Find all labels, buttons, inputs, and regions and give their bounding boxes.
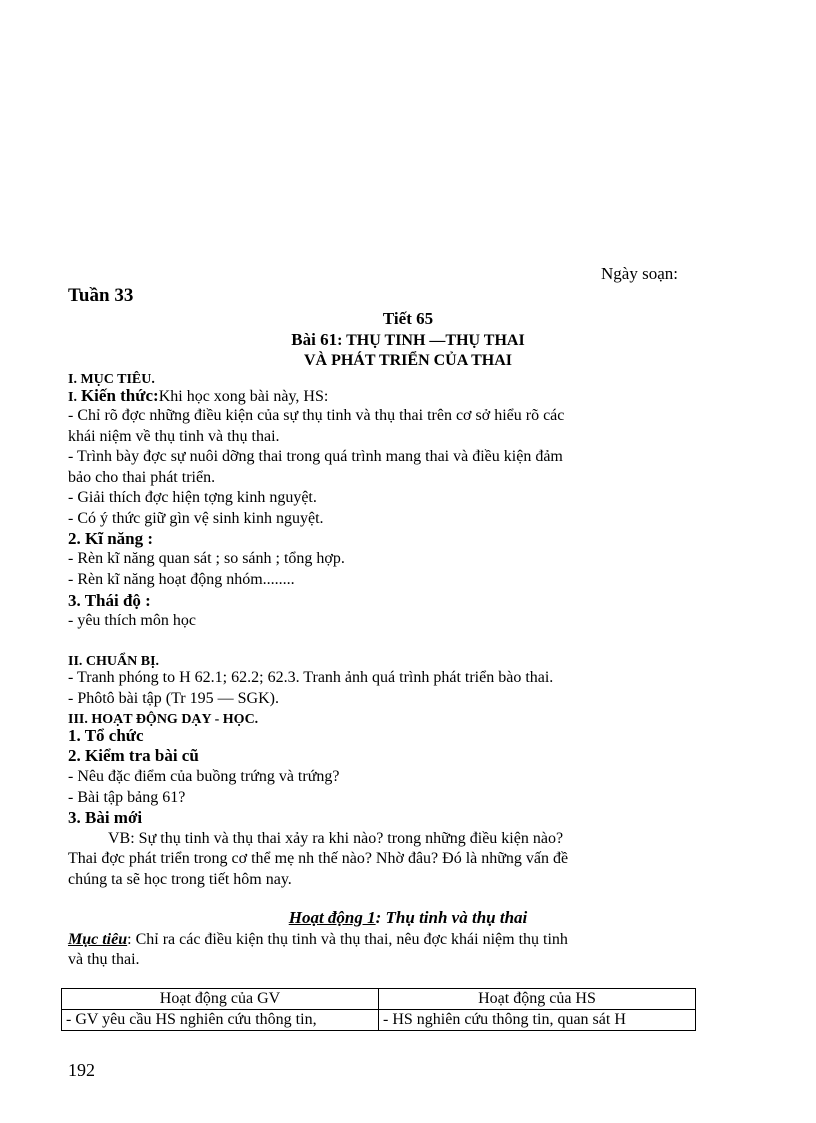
activity-1-objective-cont: và thụ thai. [68,951,140,968]
table-cell-teacher: - GV yêu cầu HS nghiên cứu thông tin, [62,1010,379,1031]
page-number: 192 [68,1060,95,1080]
table-cell-student: - HS nghiên cứu thông tin, quan sát H [379,1010,696,1031]
attitude-item: - yêu thích môn học [68,612,196,629]
table-header-student: Hoạt động của HS [379,989,696,1010]
section-preparation-heading: II. CHUẨN BỊ. [68,654,160,669]
organization-heading: 1. Tổ chức [68,726,144,745]
preparation-item: - Phôtô bài tập (Tr 195 — SGK). [68,690,279,707]
activities-table [61,988,696,1031]
activity-1-objective-label: Mục tiêu [68,931,128,948]
knowledge-label: Kiến thức: [80,386,159,405]
knowledge-line [68,386,328,408]
skills-item: - Rèn kĩ năng quan sát ; so sánh ; tổng hợp. [68,550,345,567]
week-label: Tuần 33 [68,285,134,306]
knowledge-item: khái niệm về thụ tinh và thụ thai. [68,428,280,445]
knowledge-item: - Chỉ rõ đợc những điều kiện của sự thụ tinh và thụ thai trên cơ sở hiểu rõ các [68,407,565,424]
activity-1-objective [68,930,568,950]
knowledge-item: - Có ý thức giữ gìn vệ sinh kinh nguyệt. [68,510,324,527]
intro-paragraph-line: chúng ta sẽ học trong tiết hôm nay. [68,871,292,888]
section-objectives-heading: I. MỤC TIÊU. [68,372,155,387]
lesson-title-text: : THỤ TINH —THỤ THAI [337,332,525,349]
knowledge-intro: Khi học xong bài này, HS: [158,388,329,405]
review-item: - Nêu đặc điểm của buồng trứng và trứng? [68,768,340,785]
review-item: - Bài tập bảng 61? [68,789,186,806]
activity-1-topic: : Thụ tinh và thụ thai [375,908,528,927]
lesson-number: Bài 61 [291,330,338,349]
activity-1-objective-text: : Chỉ ra các điều kiện thụ tinh và thụ thai, nêu đợc khái niệm thụ tinh [127,931,568,948]
new-lesson-heading: 3. Bài mới [68,808,143,827]
section-activities-heading: III. HOẠT ĐỘNG DẠY - HỌC. [68,712,259,727]
attitude-heading: 3. Thái độ : [68,591,151,610]
lesson-period: Tiết 65 [382,309,434,328]
lesson-subtitle: VÀ PHÁT TRIỂN CỦA THAI [303,352,513,369]
knowledge-item: - Giải thích đợc hiện tợng kinh nguyệt. [68,489,317,506]
lesson-title [0,330,816,350]
intro-paragraph-line: Thai đợc phát triển trong cơ thể mẹ nh thế nào? Nhờ đâu? Đó là những vấn đề [68,850,569,867]
activity-1-title [0,908,816,928]
table-row [62,1010,696,1031]
table-header-row [62,989,696,1010]
knowledge-item: - Trình bày đợc sự nuôi dỡng thai trong quá trình mang thai và điều kiện đảm [68,448,563,465]
table-header-teacher: Hoạt động của GV [62,989,379,1010]
knowledge-prefix: I. [68,390,77,405]
review-heading: 2. Kiểm tra bài cũ [68,746,199,765]
date-label: Ngày soạn: [601,264,678,283]
skills-heading: 2. Kĩ năng : [68,529,154,548]
preparation-item: - Tranh phóng to H 62.1; 62.2; 62.3. Tranh ảnh quá trình phát triển bào thai. [68,669,554,686]
activity-1-label: Hoạt động 1 [288,908,376,927]
knowledge-item: bảo cho thai phát triển. [68,469,216,486]
intro-paragraph-line: VB: Sự thụ tinh và thụ thai xảy ra khi nào? trong những điều kiện nào? [108,830,564,847]
skills-item: - Rèn kĩ năng hoạt động nhóm........ [68,571,295,588]
